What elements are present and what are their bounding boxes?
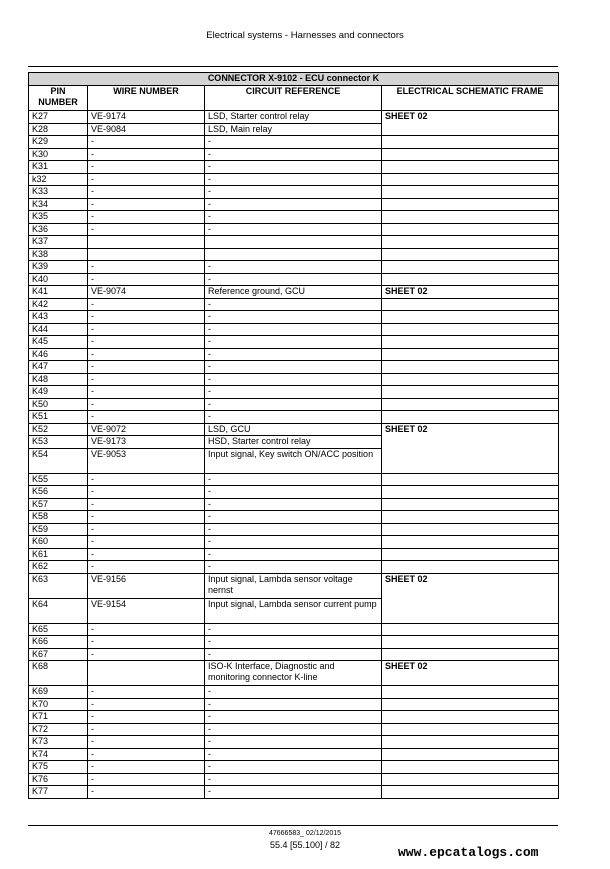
schematic-frame-cell: SHEET 02 (382, 286, 559, 299)
pin-cell: K49 (29, 386, 88, 399)
table-row (29, 498, 559, 511)
table-row (29, 536, 559, 549)
schematic-frame-cell: SHEET 02 (382, 661, 559, 686)
schematic-frame-cell (382, 536, 559, 549)
pin-cell: K48 (29, 373, 88, 386)
schematic-frame-cell (382, 198, 559, 211)
schematic-frame-cell (382, 398, 559, 411)
wire-number-cell: - (88, 498, 205, 511)
wire-number-cell: - (88, 398, 205, 411)
circuit-reference-cell: - (205, 536, 382, 549)
circuit-reference-cell: - (205, 336, 382, 349)
pin-cell: K66 (29, 636, 88, 649)
pin-cell: K72 (29, 723, 88, 736)
circuit-reference-cell: - (205, 636, 382, 649)
pin-cell: K45 (29, 336, 88, 349)
circuit-reference-cell: HSD, Starter control relay (205, 436, 382, 449)
pin-cell: K65 (29, 623, 88, 636)
circuit-reference-cell: - (205, 261, 382, 274)
schematic-frame-cell (382, 736, 559, 749)
wire-number-cell: - (88, 148, 205, 161)
pin-cell: K52 (29, 423, 88, 436)
wire-number-cell: VE-9074 (88, 286, 205, 299)
footer-page-number: 55.4 [55.100] / 82 (269, 840, 341, 850)
circuit-reference-cell: LSD, Main relay (205, 123, 382, 136)
connector-table (28, 72, 559, 799)
schematic-frame-cell (382, 773, 559, 786)
table-row (29, 698, 559, 711)
circuit-reference-cell: - (205, 411, 382, 424)
schematic-frame-cell (382, 498, 559, 511)
col-header-wire: WIRE NUMBER (88, 86, 205, 111)
pin-cell: K69 (29, 686, 88, 699)
pin-cell: K35 (29, 211, 88, 224)
wire-number-cell: - (88, 136, 205, 149)
circuit-reference-cell: Reference ground, GCU (205, 286, 382, 299)
wire-number-cell: - (88, 311, 205, 324)
circuit-reference-cell: - (205, 523, 382, 536)
wire-number-cell: - (88, 211, 205, 224)
schematic-frame-cell (382, 411, 559, 424)
table-row (29, 623, 559, 636)
pin-cell: K36 (29, 223, 88, 236)
circuit-reference-cell: - (205, 561, 382, 574)
circuit-reference-cell: - (205, 173, 382, 186)
pin-cell: K28 (29, 123, 88, 136)
footer-doc-id: 47666583_ 02/12/2015 (268, 830, 342, 837)
table-row (29, 361, 559, 374)
pin-cell: K62 (29, 561, 88, 574)
pin-cell: K40 (29, 273, 88, 286)
wire-number-cell: - (88, 411, 205, 424)
col-header-frame: ELECTRICAL SCHEMATIC FRAME (382, 86, 559, 111)
watermark: www.epcatalogs.com (398, 845, 539, 860)
pin-cell: K76 (29, 773, 88, 786)
circuit-reference-cell: - (205, 786, 382, 799)
pin-cell: K51 (29, 411, 88, 424)
wire-number-cell: - (88, 361, 205, 374)
table-row (29, 723, 559, 736)
pin-cell: K64 (29, 598, 88, 623)
footer-divider (28, 825, 558, 826)
wire-number-cell: - (88, 698, 205, 711)
wire-number-cell: VE-9156 (88, 573, 205, 598)
table-row (29, 773, 559, 786)
circuit-reference-cell: - (205, 473, 382, 486)
schematic-frame-cell (382, 223, 559, 236)
wire-number-cell: VE-9072 (88, 423, 205, 436)
pin-cell: K33 (29, 186, 88, 199)
wire-number-cell: - (88, 336, 205, 349)
wire-number-cell: - (88, 261, 205, 274)
circuit-reference-cell (205, 236, 382, 249)
circuit-reference-cell: - (205, 148, 382, 161)
schematic-frame-cell (382, 511, 559, 524)
wire-number-cell: - (88, 648, 205, 661)
pin-cell: K42 (29, 298, 88, 311)
pin-cell: K75 (29, 761, 88, 774)
schematic-frame-cell (382, 248, 559, 261)
circuit-reference-cell: Input signal, Lambda sensor current pump (205, 598, 382, 623)
circuit-reference-cell: - (205, 511, 382, 524)
schematic-frame-cell (382, 523, 559, 536)
schematic-frame-cell (382, 298, 559, 311)
circuit-reference-cell: - (205, 373, 382, 386)
circuit-reference-cell: - (205, 686, 382, 699)
pin-cell: K67 (29, 648, 88, 661)
wire-number-cell: - (88, 561, 205, 574)
table-row (29, 298, 559, 311)
wire-number-cell: VE-9173 (88, 436, 205, 449)
page-header-title: Electrical systems - Harnesses and connectors (206, 30, 404, 41)
table-row (29, 573, 559, 598)
circuit-reference-cell: - (205, 648, 382, 661)
wire-number-cell: - (88, 298, 205, 311)
table-row (29, 323, 559, 336)
pin-cell: K68 (29, 661, 88, 686)
wire-number-cell: VE-9053 (88, 448, 205, 473)
schematic-frame-cell (382, 373, 559, 386)
wire-number-cell: - (88, 473, 205, 486)
pin-cell: K54 (29, 448, 88, 473)
circuit-reference-cell: - (205, 298, 382, 311)
wire-number-cell: - (88, 273, 205, 286)
schematic-frame-cell (382, 323, 559, 336)
table-row (29, 211, 559, 224)
pin-cell: K56 (29, 486, 88, 499)
wire-number-cell: - (88, 761, 205, 774)
wire-number-cell: - (88, 623, 205, 636)
header-divider (28, 66, 558, 67)
wire-number-cell: - (88, 511, 205, 524)
circuit-reference-cell: - (205, 136, 382, 149)
wire-number-cell: - (88, 548, 205, 561)
wire-number-cell: - (88, 536, 205, 549)
table-row (29, 786, 559, 799)
schematic-frame-cell (382, 686, 559, 699)
pin-cell: K58 (29, 511, 88, 524)
wire-number-cell: - (88, 723, 205, 736)
pin-cell: K74 (29, 748, 88, 761)
wire-number-cell: - (88, 386, 205, 399)
table-row (29, 148, 559, 161)
schematic-frame-cell (382, 648, 559, 661)
table-row (29, 286, 559, 299)
wire-number-cell: - (88, 186, 205, 199)
wire-number-cell: - (88, 323, 205, 336)
table-row (29, 373, 559, 386)
schematic-frame-cell: SHEET 02 (382, 111, 559, 136)
pin-cell: K47 (29, 361, 88, 374)
circuit-reference-cell: - (205, 348, 382, 361)
table-row (29, 236, 559, 249)
table-row (29, 161, 559, 174)
circuit-reference-cell: - (205, 161, 382, 174)
schematic-frame-cell (382, 761, 559, 774)
circuit-reference-cell: - (205, 361, 382, 374)
circuit-reference-cell: LSD, GCU (205, 423, 382, 436)
wire-number-cell: VE-9154 (88, 598, 205, 623)
schematic-frame-cell (382, 236, 559, 249)
circuit-reference-cell: - (205, 223, 382, 236)
circuit-reference-cell: - (205, 548, 382, 561)
schematic-frame-cell (382, 386, 559, 399)
table-title: CONNECTOR X-9102 - ECU connector K (29, 73, 559, 86)
schematic-frame-cell (382, 636, 559, 649)
schematic-frame-cell (382, 336, 559, 349)
wire-number-cell: - (88, 711, 205, 724)
wire-number-cell: - (88, 348, 205, 361)
table-row (29, 548, 559, 561)
schematic-frame-cell: SHEET 02 (382, 573, 559, 623)
pin-cell: K59 (29, 523, 88, 536)
table-row (29, 273, 559, 286)
pin-cell: K41 (29, 286, 88, 299)
pin-cell: k32 (29, 173, 88, 186)
circuit-reference-cell: - (205, 386, 382, 399)
col-header-pin: PIN NUMBER (29, 86, 88, 111)
schematic-frame-cell (382, 173, 559, 186)
circuit-reference-cell: - (205, 498, 382, 511)
pin-cell: K27 (29, 111, 88, 124)
table-row (29, 523, 559, 536)
table-row (29, 511, 559, 524)
pin-cell: K34 (29, 198, 88, 211)
pin-cell: K30 (29, 148, 88, 161)
circuit-reference-cell: - (205, 736, 382, 749)
circuit-reference-cell: - (205, 398, 382, 411)
table-row (29, 198, 559, 211)
pin-cell: K71 (29, 711, 88, 724)
schematic-frame-cell (382, 273, 559, 286)
pin-cell: K43 (29, 311, 88, 324)
table-row (29, 661, 559, 686)
pin-cell: K39 (29, 261, 88, 274)
circuit-reference-cell (205, 248, 382, 261)
table-row (29, 473, 559, 486)
schematic-frame-cell (382, 748, 559, 761)
schematic-frame-cell (382, 136, 559, 149)
wire-number-cell (88, 248, 205, 261)
wire-number-cell: - (88, 373, 205, 386)
table-title-row (29, 73, 559, 86)
wire-number-cell: - (88, 523, 205, 536)
wire-number-cell: - (88, 773, 205, 786)
schematic-frame-cell (382, 311, 559, 324)
circuit-reference-cell: - (205, 773, 382, 786)
wire-number-cell: - (88, 636, 205, 649)
pin-cell: K53 (29, 436, 88, 449)
schematic-frame-cell (382, 348, 559, 361)
table-row (29, 261, 559, 274)
table-row (29, 336, 559, 349)
pin-cell: K31 (29, 161, 88, 174)
table-row (29, 386, 559, 399)
circuit-reference-cell: - (205, 623, 382, 636)
circuit-reference-cell: - (205, 711, 382, 724)
table-row (29, 111, 559, 124)
wire-number-cell: - (88, 486, 205, 499)
pin-cell: K29 (29, 136, 88, 149)
schematic-frame-cell (382, 186, 559, 199)
pin-cell: K38 (29, 248, 88, 261)
schematic-frame-cell (382, 623, 559, 636)
table-row (29, 348, 559, 361)
circuit-reference-cell: - (205, 273, 382, 286)
pin-cell: K77 (29, 786, 88, 799)
column-header-row (29, 86, 559, 111)
col-header-circuit: CIRCUIT REFERENCE (205, 86, 382, 111)
table-row (29, 486, 559, 499)
table-body (29, 111, 559, 799)
circuit-reference-cell: - (205, 186, 382, 199)
pin-cell: K61 (29, 548, 88, 561)
table-row (29, 761, 559, 774)
circuit-reference-cell: LSD, Starter control relay (205, 111, 382, 124)
pin-cell: K37 (29, 236, 88, 249)
table-row (29, 173, 559, 186)
table-row (29, 186, 559, 199)
table-row (29, 223, 559, 236)
schematic-frame-cell (382, 723, 559, 736)
wire-number-cell: - (88, 686, 205, 699)
pin-cell: K50 (29, 398, 88, 411)
circuit-reference-cell: - (205, 486, 382, 499)
wire-number-cell: - (88, 748, 205, 761)
circuit-reference-cell: - (205, 761, 382, 774)
table-row (29, 686, 559, 699)
circuit-reference-cell: - (205, 311, 382, 324)
schematic-frame-cell (382, 711, 559, 724)
table-row (29, 311, 559, 324)
pin-cell: K70 (29, 698, 88, 711)
schematic-frame-cell (382, 148, 559, 161)
wire-number-cell (88, 661, 205, 686)
wire-number-cell: - (88, 161, 205, 174)
wire-number-cell: - (88, 173, 205, 186)
table-row (29, 398, 559, 411)
circuit-reference-cell: - (205, 723, 382, 736)
table-row (29, 636, 559, 649)
pin-cell: K60 (29, 536, 88, 549)
table-row (29, 423, 559, 436)
circuit-reference-cell: - (205, 323, 382, 336)
table-row (29, 711, 559, 724)
table-row (29, 136, 559, 149)
wire-number-cell: VE-9084 (88, 123, 205, 136)
schematic-frame-cell (382, 698, 559, 711)
pin-cell: K46 (29, 348, 88, 361)
circuit-reference-cell: - (205, 748, 382, 761)
wire-number-cell: VE-9174 (88, 111, 205, 124)
schematic-frame-cell (382, 486, 559, 499)
wire-number-cell: - (88, 786, 205, 799)
schematic-frame-cell (382, 261, 559, 274)
pin-cell: K63 (29, 573, 88, 598)
table-row (29, 648, 559, 661)
schematic-frame-cell (382, 361, 559, 374)
schematic-frame-cell (382, 786, 559, 799)
schematic-frame-cell: SHEET 02 (382, 423, 559, 473)
pin-cell: K57 (29, 498, 88, 511)
schematic-frame-cell (382, 561, 559, 574)
pin-cell: K44 (29, 323, 88, 336)
pin-cell: K55 (29, 473, 88, 486)
schematic-frame-cell (382, 211, 559, 224)
table-row (29, 561, 559, 574)
wire-number-cell: - (88, 736, 205, 749)
schematic-frame-cell (382, 161, 559, 174)
circuit-reference-cell: ISO-K Interface, Diagnostic and monitoring connector K-line (205, 661, 382, 686)
circuit-reference-cell: - (205, 198, 382, 211)
table-row (29, 411, 559, 424)
pin-cell: K73 (29, 736, 88, 749)
circuit-reference-cell: - (205, 211, 382, 224)
wire-number-cell (88, 236, 205, 249)
circuit-reference-cell: Input signal, Key switch ON/ACC position (205, 448, 382, 473)
schematic-frame-cell (382, 548, 559, 561)
wire-number-cell: - (88, 198, 205, 211)
wire-number-cell: - (88, 223, 205, 236)
circuit-reference-cell: Input signal, Lambda sensor voltage nernst (205, 573, 382, 598)
schematic-frame-cell (382, 473, 559, 486)
table-row (29, 748, 559, 761)
table-row (29, 248, 559, 261)
circuit-reference-cell: - (205, 698, 382, 711)
table-row (29, 736, 559, 749)
